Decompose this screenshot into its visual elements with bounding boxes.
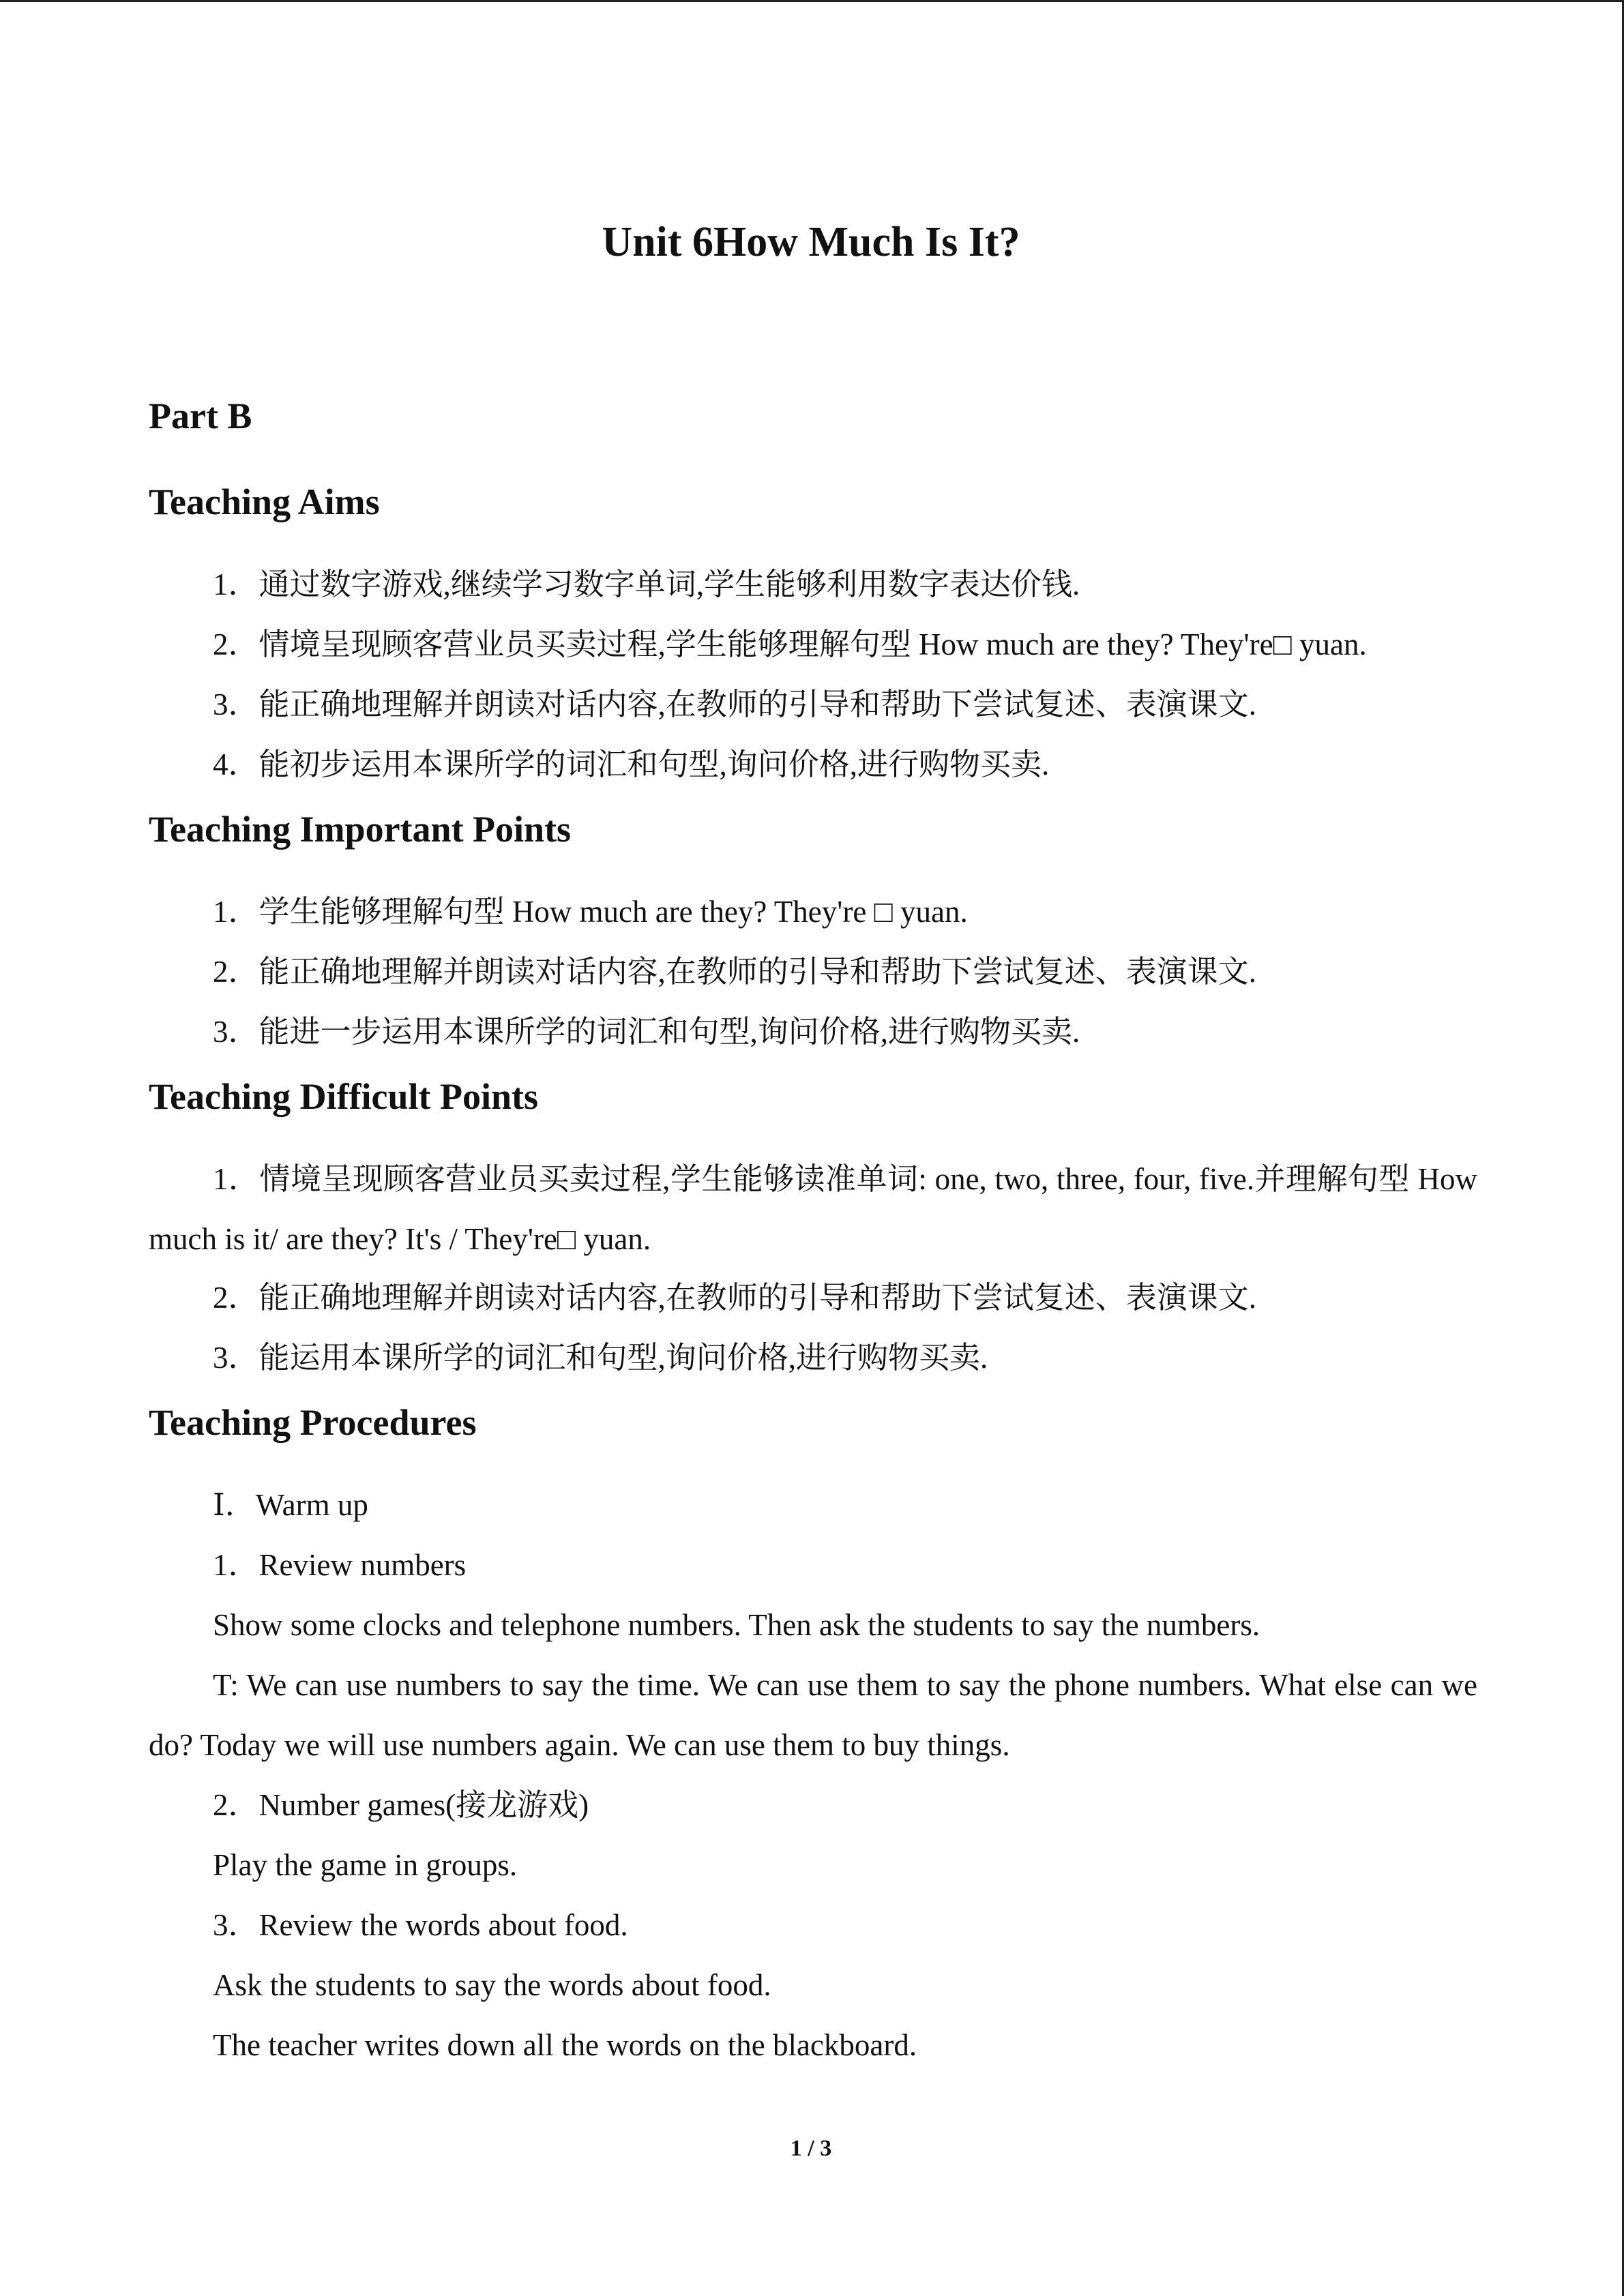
important-item-3: 3．能进一步运用本课所学的词汇和句型,询问价格,进行购物买卖. (213, 1015, 1080, 1049)
procedure-review-food: 3．Review the words about food. (213, 1908, 628, 1942)
teaching-aims-heading: Teaching Aims (149, 481, 380, 522)
page-indicator: 1 / 3 (790, 2136, 832, 2161)
important-item-2: 2．能正确地理解并朗读对话内容,在教师的引导和帮助下尝试复述、表演课文. (213, 955, 1257, 989)
aims-item-2: 2．情境呈现顾客营业员买卖过程,学生能够理解句型 How much are they? They're□ yuan. (213, 627, 1367, 661)
procedure-line: Ask the students to say the words about food. (213, 1968, 771, 2002)
aims-item-3: 3．能正确地理解并朗读对话内容,在教师的引导和帮助下尝试复述、表演课文. (213, 687, 1257, 721)
procedure-number-games: 2．Number games(接龙游戏) (213, 1788, 589, 1822)
difficult-points-heading: Teaching Difficult Points (149, 1076, 539, 1117)
aims-item-1: 1．通过数字游戏,继续学习数字单词,学生能够利用数字表达价钱. (213, 567, 1080, 601)
procedure-review-numbers: 1．Review numbers (213, 1548, 467, 1582)
aims-item-4: 4．能初步运用本课所学的词汇和句型,询问价格,进行购物买卖. (213, 747, 1050, 781)
procedure-line: T: We can use numbers to say the time. We can use them to say the phone numbers. What else can we do? Today we will use numbers again. We can use them to buy things. (149, 1668, 1477, 1762)
procedures-heading: Teaching Procedures (149, 1402, 477, 1443)
important-item-1: 1．学生能够理解句型 How much are they? They're □ yuan. (213, 895, 968, 929)
important-points-heading: Teaching Important Points (149, 809, 572, 850)
procedure-warm-up: Ⅰ．Warm up (213, 1488, 368, 1522)
document-title: Unit 6How Much Is It? (602, 219, 1020, 265)
procedure-line: Show some clocks and telephone numbers. Then ask the students to say the numbers. (213, 1608, 1260, 1642)
part-heading: Part B (149, 396, 252, 436)
procedure-line: The teacher writes down all the words on the blackboard. (213, 2028, 917, 2062)
procedure-line: Play the game in groups. (213, 1848, 518, 1882)
difficult-item-3: 3．能运用本课所学的词汇和句型,询问价格,进行购物买卖. (213, 1341, 988, 1375)
difficult-item-1: 1．情境呈现顾客营业员买卖过程,学生能够读准单词: one, two, three, four, five.并理解句型 How much is it/ are they? It's / They're□ yuan. (149, 1162, 1477, 1256)
difficult-item-2: 2．能正确地理解并朗读对话内容,在教师的引导和帮助下尝试复述、表演课文. (213, 1281, 1257, 1315)
